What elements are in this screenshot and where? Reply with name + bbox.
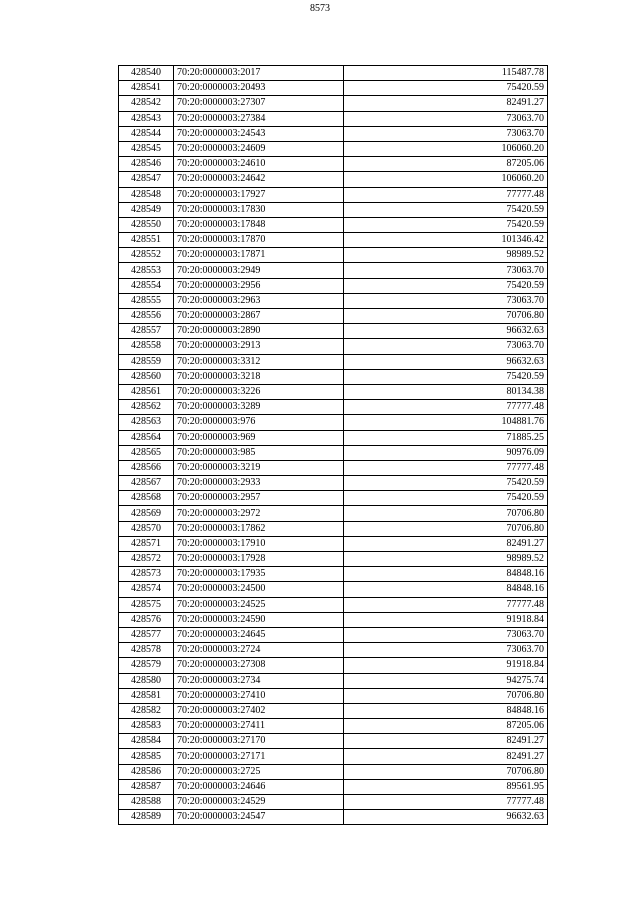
row-number-cell: 428589 — [119, 810, 174, 825]
cadastral-value-cell: 71885.25 — [344, 430, 548, 445]
cadastral-value-cell: 73063.70 — [344, 111, 548, 126]
row-number-cell: 428561 — [119, 384, 174, 399]
cadastral-value-cell: 75420.59 — [344, 202, 548, 217]
row-number-cell: 428550 — [119, 217, 174, 232]
cadastral-value-cell: 91918.84 — [344, 612, 548, 627]
table-row — [119, 552, 548, 567]
table-row — [119, 309, 548, 324]
table-row — [119, 506, 548, 521]
cadastral-number-cell: 70:20:0000003:24547 — [174, 810, 344, 825]
table-row — [119, 719, 548, 734]
table-row — [119, 172, 548, 187]
cadastral-value-cell: 75420.59 — [344, 476, 548, 491]
cadastral-number-cell: 70:20:0000003:24645 — [174, 627, 344, 642]
row-number-cell: 428548 — [119, 187, 174, 202]
row-number-cell: 428540 — [119, 66, 174, 81]
table-row — [119, 688, 548, 703]
cadastral-value-cell: 75420.59 — [344, 491, 548, 506]
cadastral-number-cell: 70:20:0000003:17910 — [174, 536, 344, 551]
table-row — [119, 749, 548, 764]
cadastral-number-cell: 70:20:0000003:17870 — [174, 233, 344, 248]
row-number-cell: 428556 — [119, 309, 174, 324]
row-number-cell: 428576 — [119, 612, 174, 627]
table-row — [119, 354, 548, 369]
row-number-cell: 428566 — [119, 460, 174, 475]
table-row — [119, 734, 548, 749]
cadastral-value-cell: 84848.16 — [344, 703, 548, 718]
cadastral-value-cell: 73063.70 — [344, 643, 548, 658]
cadastral-value-cell: 82491.27 — [344, 734, 548, 749]
table-body — [119, 66, 548, 825]
row-number-cell: 428544 — [119, 126, 174, 141]
cadastral-number-cell: 70:20:0000003:27308 — [174, 658, 344, 673]
cadastral-value-cell: 104881.76 — [344, 415, 548, 430]
table-row — [119, 703, 548, 718]
row-number-cell: 428573 — [119, 567, 174, 582]
cadastral-number-cell: 70:20:0000003:27170 — [174, 734, 344, 749]
cadastral-value-cell: 77777.48 — [344, 597, 548, 612]
table-row — [119, 384, 548, 399]
table-row — [119, 536, 548, 551]
cadastral-value-cell: 70706.80 — [344, 506, 548, 521]
row-number-cell: 428567 — [119, 476, 174, 491]
row-number-cell: 428578 — [119, 643, 174, 658]
table-row — [119, 111, 548, 126]
cadastral-number-cell: 70:20:0000003:17830 — [174, 202, 344, 217]
cadastral-value-cell: 115487.78 — [344, 66, 548, 81]
cadastral-value-cell: 75420.59 — [344, 217, 548, 232]
cadastral-value-cell: 96632.63 — [344, 324, 548, 339]
table-row — [119, 673, 548, 688]
row-number-cell: 428585 — [119, 749, 174, 764]
table-row — [119, 96, 548, 111]
cadastral-number-cell: 70:20:0000003:2972 — [174, 506, 344, 521]
cadastral-number-cell: 70:20:0000003:27307 — [174, 96, 344, 111]
table-row — [119, 217, 548, 232]
cadastral-value-cell: 75420.59 — [344, 81, 548, 96]
row-number-cell: 428588 — [119, 795, 174, 810]
table-row — [119, 278, 548, 293]
table-row — [119, 141, 548, 156]
cadastral-number-cell: 70:20:0000003:24642 — [174, 172, 344, 187]
cadastral-value-cell: 75420.59 — [344, 369, 548, 384]
cadastral-value-cell: 96632.63 — [344, 810, 548, 825]
row-number-cell: 428543 — [119, 111, 174, 126]
row-number-cell: 428572 — [119, 552, 174, 567]
table-row — [119, 81, 548, 96]
row-number-cell: 428584 — [119, 734, 174, 749]
cadastral-number-cell: 70:20:0000003:2963 — [174, 293, 344, 308]
row-number-cell: 428559 — [119, 354, 174, 369]
cadastral-number-cell: 70:20:0000003:3218 — [174, 369, 344, 384]
cadastral-number-cell: 70:20:0000003:17848 — [174, 217, 344, 232]
row-number-cell: 428558 — [119, 339, 174, 354]
row-number-cell: 428562 — [119, 400, 174, 415]
cadastral-number-cell: 70:20:0000003:24529 — [174, 795, 344, 810]
table-row — [119, 293, 548, 308]
cadastral-value-cell: 77777.48 — [344, 795, 548, 810]
cadastral-number-cell: 70:20:0000003:24590 — [174, 612, 344, 627]
cadastral-number-cell: 70:20:0000003:24610 — [174, 157, 344, 172]
cadastral-value-cell: 106060.20 — [344, 141, 548, 156]
table-row — [119, 521, 548, 536]
cadastral-value-cell: 84848.16 — [344, 567, 548, 582]
table-row — [119, 400, 548, 415]
cadastral-number-cell: 70:20:0000003:24646 — [174, 779, 344, 794]
row-number-cell: 428551 — [119, 233, 174, 248]
row-number-cell: 428560 — [119, 369, 174, 384]
cadastral-value-cell: 91918.84 — [344, 658, 548, 673]
row-number-cell: 428569 — [119, 506, 174, 521]
cadastral-value-cell: 73063.70 — [344, 293, 548, 308]
table-row — [119, 612, 548, 627]
cadastral-value-cell: 77777.48 — [344, 400, 548, 415]
cadastral-number-cell: 70:20:0000003:27171 — [174, 749, 344, 764]
cadastral-value-cell: 77777.48 — [344, 187, 548, 202]
table-row — [119, 369, 548, 384]
row-number-cell: 428582 — [119, 703, 174, 718]
cadastral-value-cell: 82491.27 — [344, 749, 548, 764]
cadastral-value-cell: 87205.06 — [344, 719, 548, 734]
cadastral-number-cell: 70:20:0000003:27402 — [174, 703, 344, 718]
table-row — [119, 445, 548, 460]
row-number-cell: 428541 — [119, 81, 174, 96]
cadastral-number-cell: 70:20:0000003:2957 — [174, 491, 344, 506]
cadastral-number-cell: 70:20:0000003:2933 — [174, 476, 344, 491]
row-number-cell: 428571 — [119, 536, 174, 551]
cadastral-number-cell: 70:20:0000003:27384 — [174, 111, 344, 126]
row-number-cell: 428549 — [119, 202, 174, 217]
cadastral-number-cell: 70:20:0000003:3226 — [174, 384, 344, 399]
cadastral-value-table — [118, 65, 548, 825]
table-row — [119, 460, 548, 475]
row-number-cell: 428575 — [119, 597, 174, 612]
cadastral-value-cell: 101346.42 — [344, 233, 548, 248]
cadastral-value-cell: 73063.70 — [344, 263, 548, 278]
cadastral-value-cell: 80134.38 — [344, 384, 548, 399]
cadastral-value-cell: 87205.06 — [344, 157, 548, 172]
row-number-cell: 428568 — [119, 491, 174, 506]
row-number-cell: 428552 — [119, 248, 174, 263]
cadastral-number-cell: 70:20:0000003:17871 — [174, 248, 344, 263]
row-number-cell: 428587 — [119, 779, 174, 794]
row-number-cell: 428547 — [119, 172, 174, 187]
cadastral-value-cell: 73063.70 — [344, 126, 548, 141]
cadastral-number-cell: 70:20:0000003:24525 — [174, 597, 344, 612]
cadastral-number-cell: 70:20:0000003:27411 — [174, 719, 344, 734]
table-row — [119, 643, 548, 658]
cadastral-number-cell: 70:20:0000003:3289 — [174, 400, 344, 415]
cadastral-number-cell: 70:20:0000003:20493 — [174, 81, 344, 96]
cadastral-number-cell: 70:20:0000003:24500 — [174, 582, 344, 597]
cadastral-value-cell: 94275.74 — [344, 673, 548, 688]
row-number-cell: 428586 — [119, 764, 174, 779]
row-number-cell: 428581 — [119, 688, 174, 703]
cadastral-value-cell: 84848.16 — [344, 582, 548, 597]
cadastral-number-cell: 70:20:0000003:2734 — [174, 673, 344, 688]
cadastral-number-cell: 70:20:0000003:24609 — [174, 141, 344, 156]
table-row — [119, 263, 548, 278]
table-row — [119, 582, 548, 597]
cadastral-number-cell: 70:20:0000003:3312 — [174, 354, 344, 369]
table-row — [119, 157, 548, 172]
row-number-cell: 428580 — [119, 673, 174, 688]
table-row — [119, 126, 548, 141]
row-number-cell: 428570 — [119, 521, 174, 536]
table-row — [119, 324, 548, 339]
row-number-cell: 428553 — [119, 263, 174, 278]
table-row — [119, 202, 548, 217]
cadastral-value-cell: 73063.70 — [344, 339, 548, 354]
page-number: 8573 — [310, 3, 330, 14]
cadastral-number-cell: 70:20:0000003:17927 — [174, 187, 344, 202]
table-row — [119, 627, 548, 642]
cadastral-value-cell: 70706.80 — [344, 764, 548, 779]
cadastral-number-cell: 70:20:0000003:17862 — [174, 521, 344, 536]
row-number-cell: 428563 — [119, 415, 174, 430]
row-number-cell: 428555 — [119, 293, 174, 308]
cadastral-value-cell: 75420.59 — [344, 278, 548, 293]
table-row — [119, 415, 548, 430]
cadastral-value-cell: 89561.95 — [344, 779, 548, 794]
cadastral-value-cell: 90976.09 — [344, 445, 548, 460]
row-number-cell: 428574 — [119, 582, 174, 597]
table-row — [119, 779, 548, 794]
cadastral-number-cell: 70:20:0000003:2724 — [174, 643, 344, 658]
cadastral-value-cell: 70706.80 — [344, 521, 548, 536]
cadastral-value-cell: 73063.70 — [344, 627, 548, 642]
cadastral-value-cell: 82491.27 — [344, 536, 548, 551]
table-row — [119, 810, 548, 825]
table-row — [119, 339, 548, 354]
row-number-cell: 428565 — [119, 445, 174, 460]
cadastral-value-cell: 98989.52 — [344, 248, 548, 263]
row-number-cell: 428554 — [119, 278, 174, 293]
row-number-cell: 428579 — [119, 658, 174, 673]
cadastral-number-cell: 70:20:0000003:3219 — [174, 460, 344, 475]
row-number-cell: 428564 — [119, 430, 174, 445]
table-row — [119, 66, 548, 81]
cadastral-number-cell: 70:20:0000003:976 — [174, 415, 344, 430]
row-number-cell: 428583 — [119, 719, 174, 734]
table-row — [119, 491, 548, 506]
cadastral-value-cell: 96632.63 — [344, 354, 548, 369]
cadastral-number-cell: 70:20:0000003:27410 — [174, 688, 344, 703]
cadastral-number-cell: 70:20:0000003:969 — [174, 430, 344, 445]
cadastral-value-cell: 70706.80 — [344, 688, 548, 703]
cadastral-value-cell: 98989.52 — [344, 552, 548, 567]
table-row — [119, 187, 548, 202]
cadastral-value-cell: 77777.48 — [344, 460, 548, 475]
cadastral-number-cell: 70:20:0000003:17935 — [174, 567, 344, 582]
table-row — [119, 248, 548, 263]
table-row — [119, 795, 548, 810]
row-number-cell: 428542 — [119, 96, 174, 111]
cadastral-number-cell: 70:20:0000003:985 — [174, 445, 344, 460]
cadastral-number-cell: 70:20:0000003:2867 — [174, 309, 344, 324]
cadastral-value-cell: 106060.20 — [344, 172, 548, 187]
table-row — [119, 597, 548, 612]
table-row — [119, 430, 548, 445]
cadastral-value-cell: 82491.27 — [344, 96, 548, 111]
row-number-cell: 428577 — [119, 627, 174, 642]
table-row — [119, 476, 548, 491]
table-row — [119, 658, 548, 673]
cadastral-number-cell: 70:20:0000003:2949 — [174, 263, 344, 278]
table-row — [119, 233, 548, 248]
cadastral-number-cell: 70:20:0000003:2913 — [174, 339, 344, 354]
cadastral-number-cell: 70:20:0000003:2725 — [174, 764, 344, 779]
row-number-cell: 428557 — [119, 324, 174, 339]
cadastral-number-cell: 70:20:0000003:24543 — [174, 126, 344, 141]
cadastral-number-cell: 70:20:0000003:2017 — [174, 66, 344, 81]
table-row — [119, 567, 548, 582]
row-number-cell: 428545 — [119, 141, 174, 156]
cadastral-number-cell: 70:20:0000003:2890 — [174, 324, 344, 339]
cadastral-number-cell: 70:20:0000003:17928 — [174, 552, 344, 567]
cadastral-number-cell: 70:20:0000003:2956 — [174, 278, 344, 293]
row-number-cell: 428546 — [119, 157, 174, 172]
cadastral-value-cell: 70706.80 — [344, 309, 548, 324]
table-row — [119, 764, 548, 779]
